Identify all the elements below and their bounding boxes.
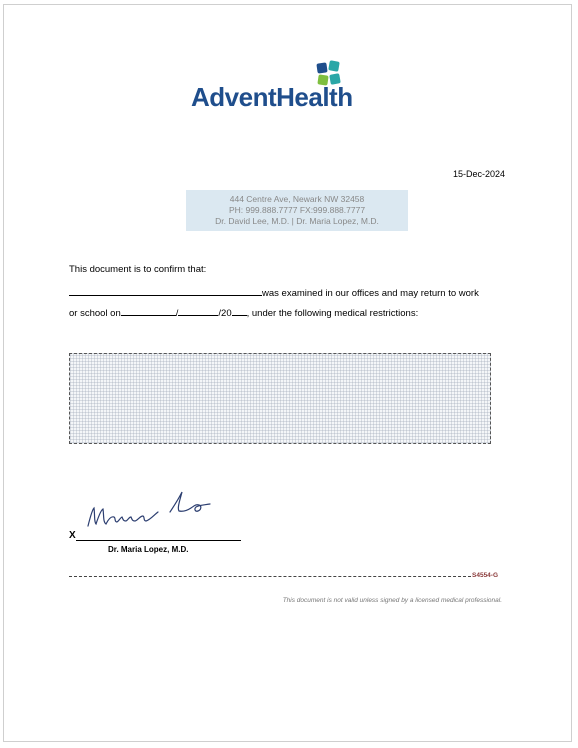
- medical-restrictions-box[interactable]: [69, 353, 491, 444]
- patient-line: [69, 286, 479, 299]
- advent-health-logo: [191, 60, 391, 112]
- clinic-info-box: [186, 190, 408, 231]
- or-school-on-text: or school on: [69, 308, 121, 319]
- clinic-address: 444 Centre Ave, Newark NW 32458: [229, 194, 365, 204]
- signature-image: [84, 488, 224, 532]
- footer-divider: [69, 576, 471, 577]
- return-month-blank[interactable]: [121, 306, 176, 316]
- form-code: S4554-G: [472, 572, 499, 579]
- clinic-phone: PH: 999.888.7777 FX:999.888.7777: [228, 205, 366, 215]
- date-slash-1: /: [175, 308, 179, 319]
- document-date: 15-Dec-2024: [452, 169, 505, 179]
- patient-name-blank[interactable]: [69, 286, 262, 296]
- examined-text: was examined in our offices and may return to work: [262, 288, 479, 299]
- signer-name: Dr. Maria Lopez, M.D.: [108, 545, 189, 554]
- confirm-text: This document is to confirm that:: [69, 264, 207, 275]
- disclaimer-text: This document is not valid unless signed by a licensed medical professional.: [282, 597, 502, 604]
- restrictions-text: , under the following medical restrictions:: [246, 308, 419, 319]
- signature-line: [76, 540, 241, 541]
- clinic-doctors: Dr. David Lee, M.D. | Dr. Maria Lopez, M.D.: [215, 216, 379, 226]
- return-year-blank[interactable]: [232, 306, 247, 316]
- logo-text: AdventHealth: [191, 82, 353, 112]
- return-date-line: [69, 306, 418, 319]
- date-slash-2: /20: [218, 308, 232, 319]
- signature-x-mark: X: [69, 530, 76, 541]
- return-day-blank[interactable]: [178, 306, 218, 316]
